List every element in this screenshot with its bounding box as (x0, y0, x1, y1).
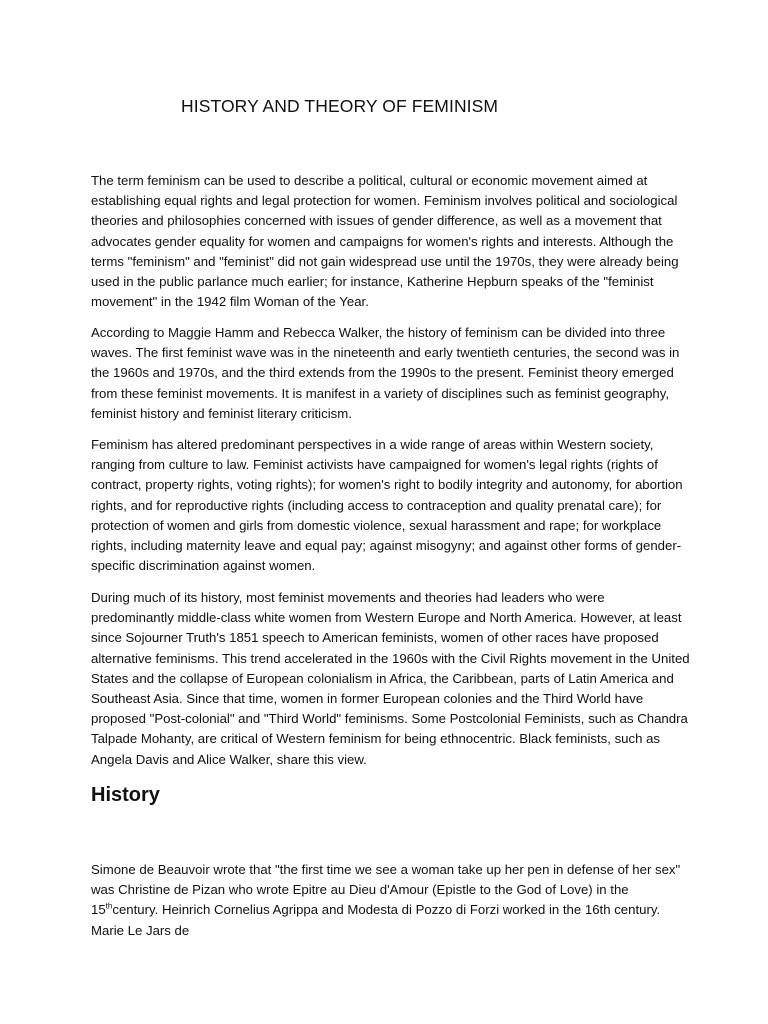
superscript-th: th (105, 902, 113, 912)
paragraph-history-leaders: During much of its history, most feminist movements and theories had leaders who were predominantly middle-class white women from Western Europe and North America. However, at least since Sojourner Truth's 1851 speech to American feminists, women of other races have proposed alternative feminisms. This trend accelerated in the 1960s with the Civil Rights movement in the United States and the collapse of European colonialism in Africa, the Caribbean, parts of Latin America and Southeast Asia. Since that time, women in former European colonies and the Third World have proposed "Post-colonial" and "Third World" feminisms. Some Postcolonial Feminists, such as Chandra Talpade Mohanty, are critical of Western feminism for being ethnocentric. Black feminists, such as Angela Davis and Alice Walker, share this view. (91, 590, 690, 767)
paragraph-waves: According to Maggie Hamm and Rebecca Walker, the history of feminism can be divided into three waves. The first feminist wave was in the nineteenth and early twentieth centuries, the second was in the 1960s and 1970s, and the third extends from the 1990s to the present. Feminist theory emerged from these feminist movements. It is manifest in a variety of disciplines such as feminist geography, feminist history and feminist literary criticism. (91, 325, 680, 421)
document-title: HISTORY AND THEORY OF FEMINISM (181, 96, 499, 116)
paragraph-text-before-superscript: Simone de Beauvoir wrote that "the first time we see a woman take up her pen in defense of her sex" was Christine de Pizan who wrote Epitre au Dieu d'Amour (Epistle to the God of Love) in the 15 (91, 862, 681, 918)
paragraph-text-after-superscript: century. Heinrich Cornelius Agrippa and Modesta di Pozzo di Forzi worked in the 16th century. Marie Le Jars de (91, 902, 661, 938)
section-heading-history: History (91, 784, 160, 806)
paragraph-definition: The term feminism can be used to describe a political, cultural or economic movement aimed at establishing equal rights and legal protection for women. Feminism involves political and sociological theories and philosophies concerned with issues of gender difference, as well as a movement that advocates gender equality for women and campaigns for women's rights and interests. Although the terms "feminism" and "feminist" did not gain widespread use until the 1970s, they were already being used in the public parlance much earlier; for instance, Katherine Hepburn speaks of the "feminist movement" in the 1942 film Woman of the Year. (91, 173, 679, 310)
paragraph-perspectives: Feminism has altered predominant perspectives in a wide range of areas within Western society, ranging from culture to law. Feminist activists have campaigned for women's legal rights (rights of contract, property rights, voting rights); for women's right to bodily integrity and autonomy, for abortion rights, and for reproductive rights (including access to contraception and quality prenatal care); for protection of women and girls from domestic violence, sexual harassment and rape; for workplace rights, including maternity leave and equal pay; against misogyny; and against other forms of gender-specific discrimination against women. (91, 437, 683, 574)
paragraph-history-beauvoir (91, 860, 691, 941)
